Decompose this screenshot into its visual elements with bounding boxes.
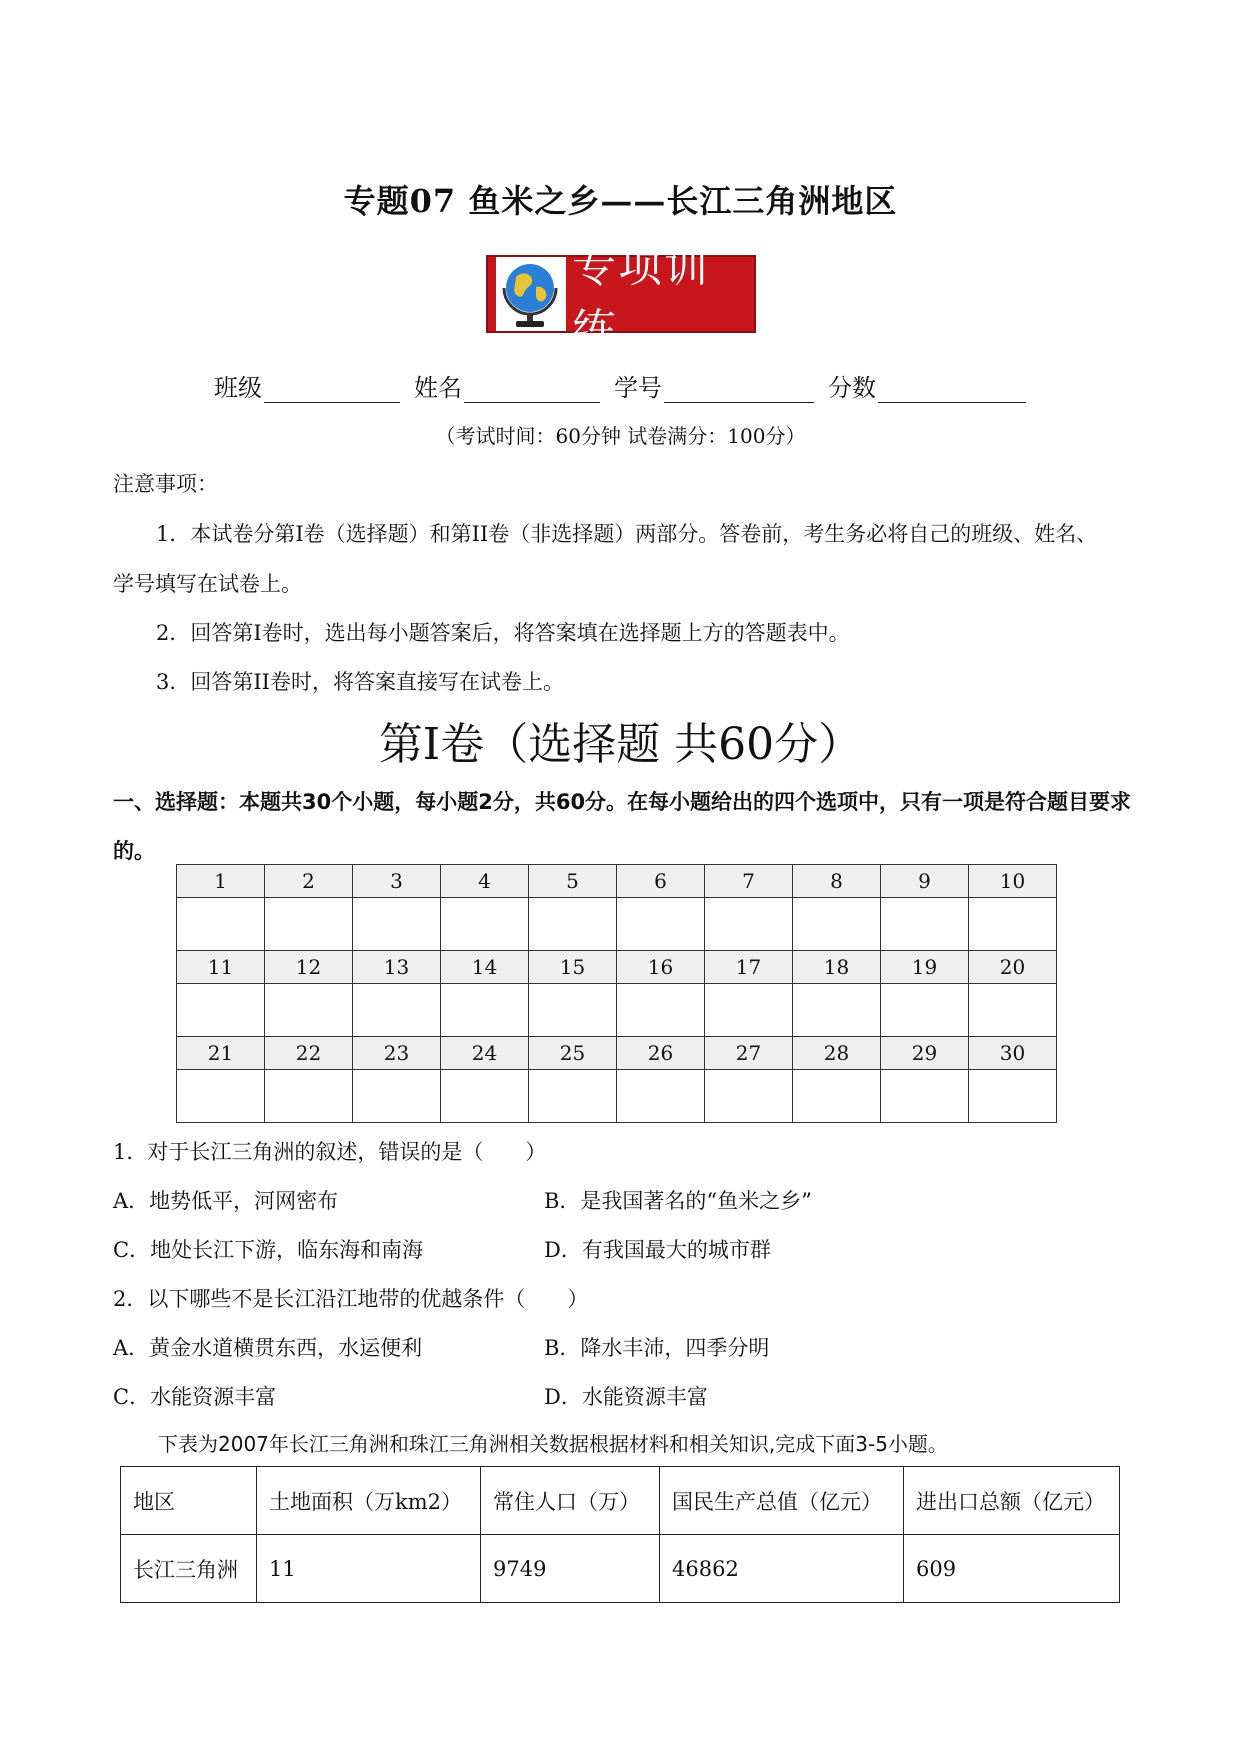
answer-number: 24 [441,1037,529,1070]
student-info-line [214,368,1026,403]
exam-time: （考试时间：60分钟 试卷满分：100分） [435,424,806,448]
question-heading: 一、选择题：本题共30个小题，每小题2分，共60分。在每小题给出的四个选项中，只有一项是符合题目要求的。 [113,790,1132,863]
answer-number: 11 [177,951,265,984]
column-header: 地区 [121,1467,257,1535]
answer-blank-row [177,898,1057,951]
data-table-header [121,1467,1120,1535]
answer-cell[interactable] [529,898,617,951]
answer-number: 8 [793,865,881,898]
answer-cell[interactable] [793,898,881,951]
table-cell: 609 [904,1535,1120,1603]
answer-number: 27 [705,1037,793,1070]
option-d[interactable]: D．有我国最大的城市群 [544,1238,771,1262]
table-intro: 下表为2007年长江三角洲和珠江三角洲相关数据根据材料和相关知识,完成下面3-5小题。 [158,1432,948,1456]
column-header: 国民生产总值（亿元） [660,1467,904,1535]
answer-blank-row [177,1070,1057,1123]
answer-cell[interactable] [441,984,529,1037]
note-item: 2．回答第I卷时，选出每小题答案后，将答案填在选择题上方的答题表中。 [156,621,850,645]
answer-cell[interactable] [881,984,969,1037]
student-id-blank[interactable] [664,376,814,403]
column-header: 土地面积（万km2） [257,1467,481,1535]
answer-number: 30 [969,1037,1057,1070]
note-item: 学号填写在试卷上。 [113,572,302,596]
score-label: 分数 [828,374,876,402]
answer-cell[interactable] [353,984,441,1037]
answer-cell[interactable] [265,898,353,951]
answer-cell[interactable] [441,898,529,951]
question-stem: 2．以下哪些不是长江沿江地带的优越条件（ ） [113,1287,589,1311]
answer-number: 22 [265,1037,353,1070]
answer-number: 7 [705,865,793,898]
class-blank[interactable] [264,376,400,403]
answer-table [176,864,1057,1123]
answer-cell[interactable] [969,1070,1057,1123]
answer-cell[interactable] [969,898,1057,951]
globe-icon [496,257,566,331]
answer-cell[interactable] [793,984,881,1037]
note-item: 1．本试卷分第I卷（选择题）和第II卷（非选择题）两部分。答卷前，考生务必将自己的班级、姓名、 [156,522,1098,546]
answer-cell[interactable] [617,984,705,1037]
table-row [121,1535,1120,1603]
answer-cell[interactable] [265,1070,353,1123]
question-stem: 1．对于长江三角洲的叙述，错误的是（ ） [113,1140,547,1164]
answer-number: 25 [529,1037,617,1070]
table-cell: 9749 [481,1535,660,1603]
student-id-field[interactable] [614,368,814,403]
column-header: 常住人口（万） [481,1467,660,1535]
page-title: 专题07 鱼米之乡——长江三角洲地区 [343,182,898,220]
answer-number: 4 [441,865,529,898]
column-header: 进出口总额（亿元） [904,1467,1120,1535]
answer-number: 14 [441,951,529,984]
option-b[interactable]: B．是我国著名的“鱼米之乡” [544,1189,812,1213]
section-title: 第I卷（选择题 共60分） [378,719,863,770]
option-c[interactable]: C．地处长江下游，临东海和南海 [113,1238,424,1262]
answer-cell[interactable] [177,898,265,951]
answer-cell[interactable] [353,1070,441,1123]
answer-number: 5 [529,865,617,898]
name-field[interactable] [414,368,600,403]
name-blank[interactable] [464,376,600,403]
answer-number-row [177,951,1057,984]
option-b[interactable]: B．降水丰沛，四季分明 [544,1336,770,1360]
data-table [120,1466,1120,1603]
note-item: 3．回答第II卷时，将答案直接写在试卷上。 [156,670,564,694]
answer-cell[interactable] [881,898,969,951]
answer-number: 2 [265,865,353,898]
answer-number: 19 [881,951,969,984]
answer-cell[interactable] [617,1070,705,1123]
option-a[interactable]: A．黄金水道横贯东西，水运便利 [113,1336,423,1360]
answer-number: 3 [353,865,441,898]
option-a[interactable]: A．地势低平，河网密布 [113,1189,339,1213]
answer-cell[interactable] [441,1070,529,1123]
answer-number: 6 [617,865,705,898]
answer-cell[interactable] [705,1070,793,1123]
special-training-banner [486,241,756,356]
notes-title: 注意事项： [113,472,218,496]
answer-number: 18 [793,951,881,984]
answer-number: 1 [177,865,265,898]
answer-number: 26 [617,1037,705,1070]
answer-number: 13 [353,951,441,984]
answer-cell[interactable] [529,1070,617,1123]
answer-cell[interactable] [705,984,793,1037]
answer-number: 9 [881,865,969,898]
answer-cell[interactable] [177,1070,265,1123]
option-d[interactable]: D．水能资源丰富 [544,1385,708,1409]
answer-number: 12 [265,951,353,984]
answer-number-row [177,865,1057,898]
answer-number: 23 [353,1037,441,1070]
table-cell: 长江三角洲 [121,1535,257,1603]
answer-cell[interactable] [617,898,705,951]
option-c[interactable]: C．水能资源丰富 [113,1385,277,1409]
student-id-label: 学号 [614,374,662,402]
banner-text: 专项训练 [572,241,710,356]
answer-cell[interactable] [793,1070,881,1123]
answer-number: 16 [617,951,705,984]
answer-number: 29 [881,1037,969,1070]
answer-number: 10 [969,865,1057,898]
score-blank[interactable] [878,376,1026,403]
table-cell: 11 [257,1535,481,1603]
answer-cell[interactable] [969,984,1057,1037]
answer-cell[interactable] [265,984,353,1037]
answer-number: 21 [177,1037,265,1070]
answer-blank-row [177,984,1057,1037]
answer-cell[interactable] [529,984,617,1037]
answer-cell[interactable] [705,898,793,951]
table-cell: 46862 [660,1535,904,1603]
score-field[interactable] [828,368,1026,403]
class-field[interactable] [214,368,400,403]
answer-number: 20 [969,951,1057,984]
name-label: 姓名 [414,374,462,402]
answer-cell[interactable] [177,984,265,1037]
answer-number: 28 [793,1037,881,1070]
class-label: 班级 [214,374,262,402]
answer-cell[interactable] [353,898,441,951]
answer-number-row [177,1037,1057,1070]
answer-number: 17 [705,951,793,984]
answer-cell[interactable] [881,1070,969,1123]
answer-number: 15 [529,951,617,984]
